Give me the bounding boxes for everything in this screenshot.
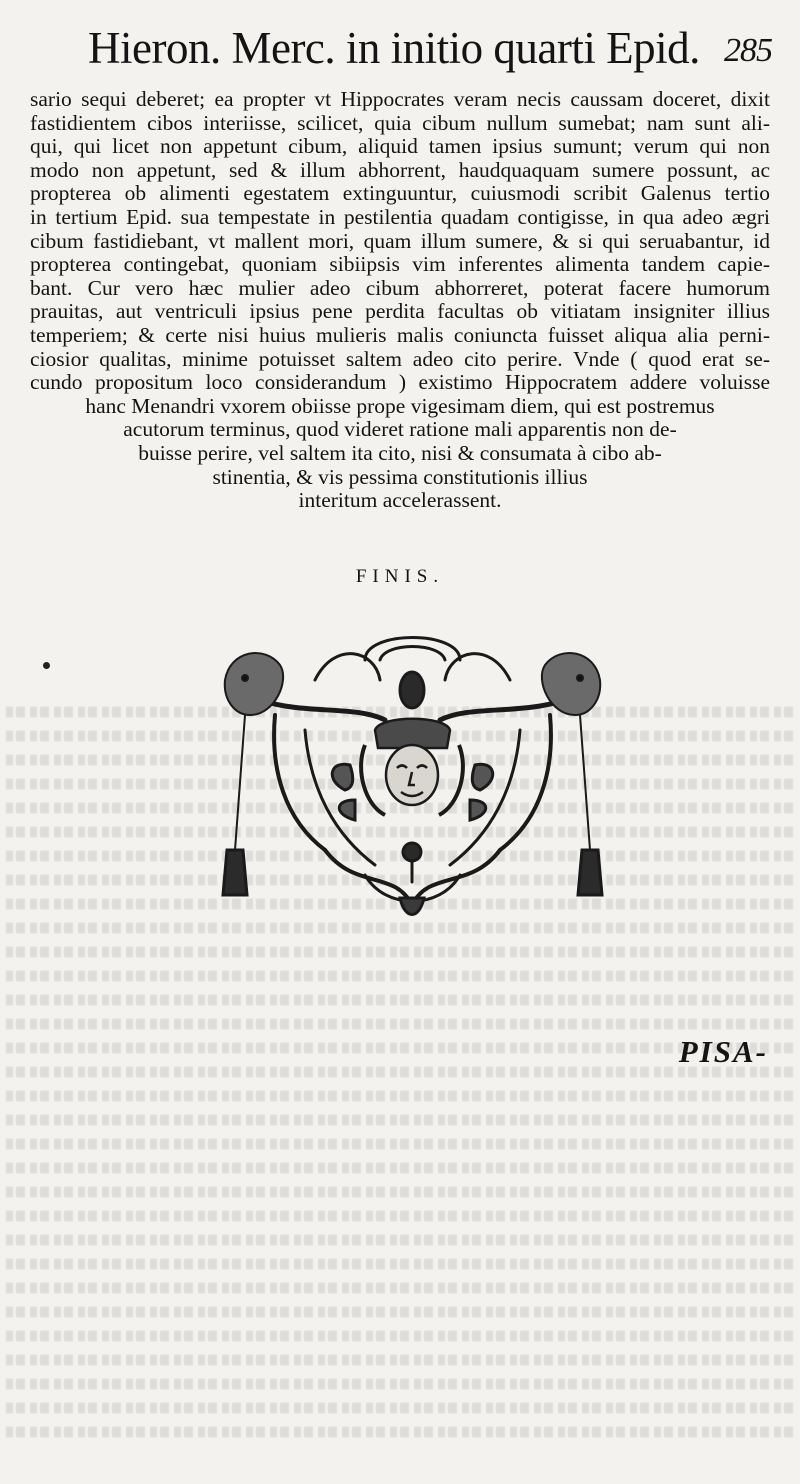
body-text [30,88,770,513]
text-line: bant. Cur vero hæc mulier adeo cibum abhorreret, poterat facere humorum [30,275,770,300]
text-line: cibum fastidiebant, vt mallent mori, quam illum sumere, & si qui seruabantur, id [30,228,770,253]
text-line: prauitas, aut ventriculi ipsius pene perdita facultas ob vitiatam insigniter illius [30,299,770,324]
text-line-tapered: stinentia, & vis pessima constitutionis illius [212,464,588,489]
page-number: 285 [724,32,772,69]
text-line: ciosior qualitas, minime potuisset saltem adeo cito perire. Vnde ( quod erat se- [30,346,770,371]
text-line: temperiem; & certe nisi huius mulieris malis coniuncta fuisset aliqua alia perni- [30,322,770,347]
text-line: propterea ob alimenti egestatem extinguuntur, cuiusmodi scribit Galenus tertio [30,181,770,206]
text-line: cundo propositum loco considerandum ) existimo Hippocratem addere voluisse [30,370,770,395]
text-line: qui, qui licet non appetunt cibum, aliquid tamen ipsius sumunt; verum qui non [30,134,770,159]
text-line-tapered: hanc Menandri vxorem obiisse prope vigesimam diem, qui est postremus [85,393,715,418]
catchword: PISA- [678,1034,768,1069]
grotesque-mask-cartouche-ornament-icon [215,620,610,940]
text-line-tapered: interitum accelerassent. [298,488,502,513]
text-line: sario sequi deberet; ea propter vt Hippocrates veram necis caussam doceret, dixit [30,87,770,111]
running-title: Hieron. Merc. in initio quarti Epid. [88,23,700,73]
text-line: in tertium Epid. sua tempestate in pestilentia quadam contigisse, in qua adeo ægri [30,204,770,229]
text-line: propterea contingebat, quoniam sibiipsis vim inferentes alimenta tandem capie- [30,252,770,277]
text-line: fastidientem cibos interiisse, scilicet, quia cibum nullum sumebat; nam sunt ali- [30,110,770,135]
page-header [80,20,780,80]
ink-speck [43,662,50,669]
text-line-tapered: buisse perire, vel saltem ita cito, nisi & consumata à cibo ab- [138,440,662,465]
text-line-tapered: acutorum terminus, quod videret ratione mali apparentis non de- [123,417,677,442]
text-line: modo non appetunt, sed & illum abhorrent, haudquaquam sumere possunt, ac [30,157,770,182]
finis-label: FINIS. [355,566,445,587]
